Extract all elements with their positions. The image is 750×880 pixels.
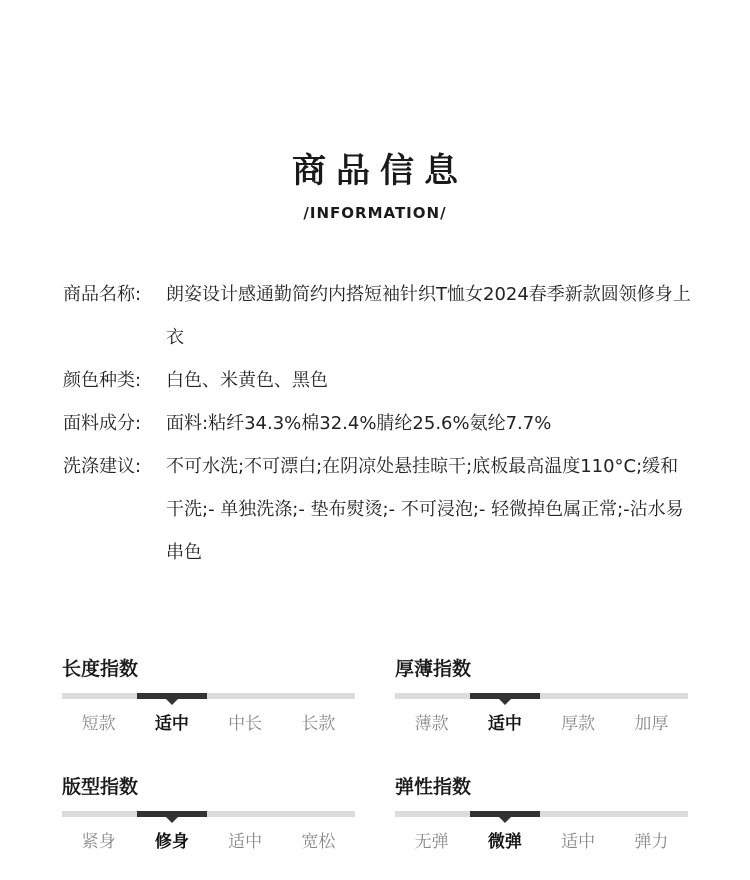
index-title: 弹性指数 <box>395 776 472 798</box>
index-indicator <box>137 693 207 699</box>
info-value: 白色、米黄色、黑色 <box>166 370 328 391</box>
index-option: 适中 <box>154 714 189 734</box>
info-row-material <box>63 402 703 445</box>
index-option: 紧身 <box>81 832 116 852</box>
length-index <box>62 656 355 756</box>
info-label: 颜色种类: <box>63 370 142 391</box>
info-label: 洗涤建议: <box>63 456 142 477</box>
index-track <box>62 811 355 817</box>
info-label: 面料成分: <box>63 413 142 434</box>
fit-index <box>62 774 355 874</box>
elasticity-index <box>395 774 688 874</box>
index-options <box>62 712 355 736</box>
index-option: 长款 <box>301 714 336 734</box>
index-option: 微弹 <box>487 832 522 852</box>
index-option: 加厚 <box>634 714 669 734</box>
index-option: 薄款 <box>414 714 449 734</box>
page-title: 商品信息 <box>292 151 468 191</box>
index-options <box>395 830 688 854</box>
index-track <box>395 693 688 699</box>
info-value: 不可水洗;不可漂白;在阴凉处悬挂晾干;底板最高温度110°C;缓和干洗;- 单独洗涤;- 垫布熨烫;- 不可浸泡;- 轻微掉色属正常;-沾水易串色 <box>166 456 684 563</box>
index-option: 厚款 <box>561 714 596 734</box>
page-subtitle: /INFORMATION/ <box>303 204 447 222</box>
info-value: 朗姿设计感通勤简约内搭短袖针织T恤女2024春季新款圆领修身上衣 <box>166 284 691 348</box>
index-indicator <box>137 811 207 817</box>
indicator-pointer-icon <box>166 817 178 823</box>
index-indicator <box>470 811 540 817</box>
info-row-name <box>63 273 703 359</box>
index-indicator <box>470 693 540 699</box>
index-option: 适中 <box>561 832 596 852</box>
index-title: 厚薄指数 <box>395 658 472 680</box>
indicator-pointer-icon <box>499 699 511 705</box>
thickness-index <box>395 656 688 756</box>
index-option: 适中 <box>228 832 263 852</box>
index-title: 长度指数 <box>62 658 139 680</box>
index-option: 适中 <box>487 714 522 734</box>
index-options <box>62 830 355 854</box>
info-label: 商品名称: <box>63 284 142 305</box>
info-value: 面料:粘纤34.3%棉32.4%腈纶25.6%氨纶7.7% <box>166 413 552 434</box>
index-options <box>395 712 688 736</box>
index-track <box>62 693 355 699</box>
index-option: 中长 <box>228 714 263 734</box>
info-row-color <box>63 359 703 402</box>
index-option: 无弹 <box>414 832 449 852</box>
info-row-washing <box>63 445 703 574</box>
product-info-list <box>63 273 703 574</box>
index-option: 短款 <box>81 714 116 734</box>
index-option: 弹力 <box>634 832 669 852</box>
indicator-pointer-icon <box>499 817 511 823</box>
index-track <box>395 811 688 817</box>
indicator-pointer-icon <box>166 699 178 705</box>
index-option: 宽松 <box>301 832 336 852</box>
index-title: 版型指数 <box>62 776 139 798</box>
index-option: 修身 <box>154 832 189 852</box>
